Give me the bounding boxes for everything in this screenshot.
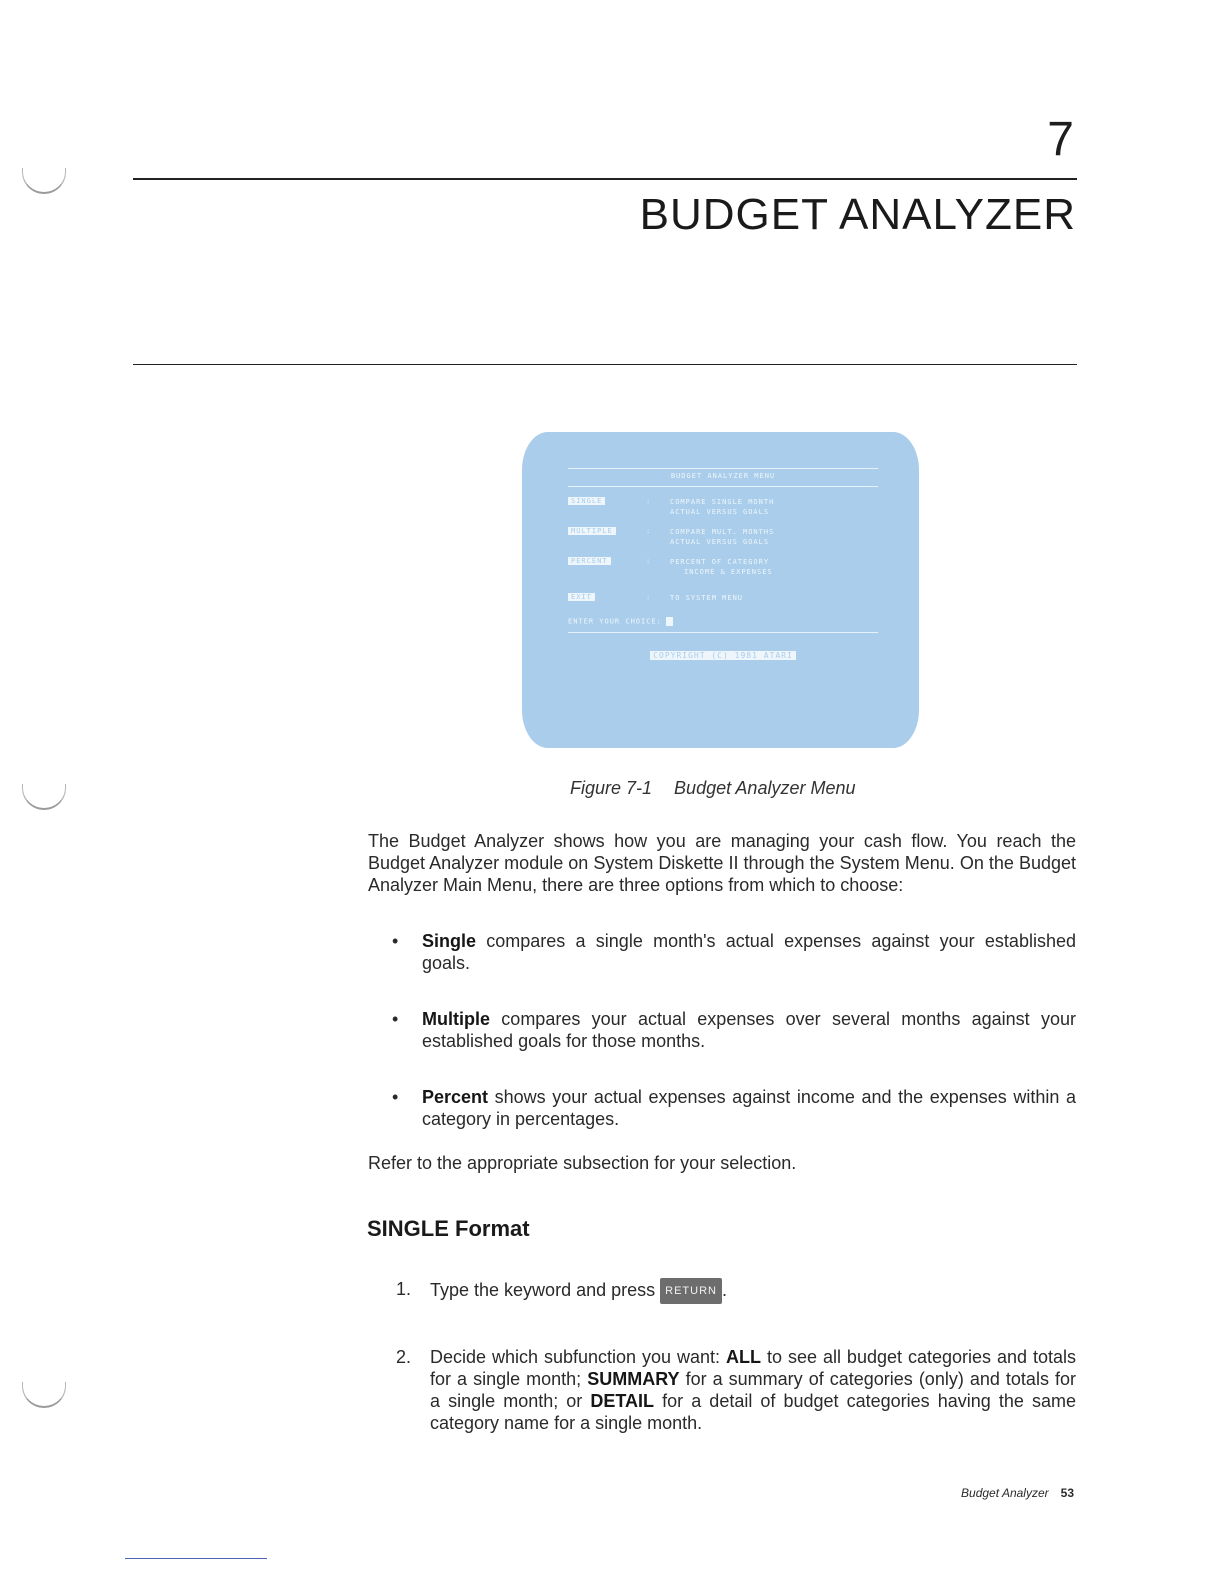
bullet-text: compares a single month's actual expenses against your established goals.	[422, 931, 1076, 973]
screen-option-exit	[568, 593, 878, 603]
screen-option-key: SINGLE	[568, 497, 605, 505]
bullet-text: shows your actual expenses against income and the expenses within a category in percentages.	[422, 1087, 1076, 1129]
intro-paragraph: The Budget Analyzer shows how you are managing your cash flow. You reach the Budget Analyzer module on System Diskette II through the System Menu. On the Budget Analyzer Main Menu, there are three options from which to choose:	[368, 831, 1076, 895]
chapter-title: BUDGET ANALYZER	[639, 190, 1076, 239]
screen-figure	[522, 432, 919, 748]
screen-option-desc: ACTUAL VERSUS GOALS	[670, 538, 770, 546]
screen-option-key: EXIT	[568, 593, 595, 601]
figure-caption	[570, 778, 856, 799]
cursor-icon	[666, 617, 673, 626]
step-text: for a detail of budget categories having the same category name for a single month.	[430, 1391, 1076, 1433]
screen-colon: :	[646, 557, 652, 565]
screen-option-single	[568, 497, 878, 517]
figure-number: Figure 7-1	[570, 778, 653, 798]
screen-rule	[568, 486, 878, 487]
chapter-rule-top	[133, 178, 1077, 180]
screen-option-multiple	[568, 527, 878, 547]
bullet-term: Single	[422, 931, 477, 951]
bullet-term: Percent	[422, 1087, 489, 1107]
refer-paragraph: Refer to the appropriate subsection for your selection.	[368, 1153, 797, 1173]
screen-option-key: PERCENT	[568, 557, 611, 565]
bullet-icon: •	[392, 1087, 399, 1107]
step-keyword: SUMMARY	[587, 1369, 680, 1389]
screen-option-desc: ACTUAL VERSUS GOALS	[670, 508, 770, 516]
step-text: for a summary of categories (only) and totals for a single month; or	[430, 1369, 1076, 1411]
screen-rule	[568, 468, 878, 469]
bottom-line	[125, 1558, 267, 1559]
screen-content	[568, 468, 878, 660]
page-number: 53	[1060, 1486, 1074, 1500]
screen-option-desc: INCOME & EXPENSES	[684, 568, 773, 576]
step-number: 1.	[396, 1279, 412, 1299]
screen-option-percent	[568, 557, 878, 577]
binder-hole-middle	[22, 784, 66, 810]
screen-colon: :	[646, 593, 652, 601]
chapter-number: 7	[1047, 113, 1074, 166]
step-text: Decide which subfunction you want:	[430, 1347, 727, 1367]
screen-option-desc: COMPARE MULT. MONTHS	[670, 528, 775, 536]
screen-menu-title: BUDGET ANALYZER MENU	[670, 472, 776, 480]
step-item	[396, 1278, 1076, 1304]
footer-title: Budget Analyzer	[961, 1486, 1049, 1500]
step-number: 2.	[396, 1347, 412, 1367]
screen-prompt	[568, 617, 878, 626]
step-text-end: .	[721, 1279, 727, 1300]
screen-option-key: MULTIPLE	[568, 527, 616, 535]
screen-option-desc: PERCENT OF CATEGORY	[670, 558, 770, 566]
bullet-item	[392, 1008, 1076, 1052]
return-key-icon: RETURN	[660, 1278, 722, 1304]
bullet-term: Multiple	[422, 1009, 490, 1029]
bullet-icon: •	[392, 931, 399, 951]
page-footer	[961, 1486, 1074, 1500]
screen-copyright-text: COPYRIGHT (C) 1981 ATARI	[650, 651, 796, 660]
bullet-item	[392, 930, 1076, 974]
step-item	[396, 1346, 1076, 1434]
screen-colon: :	[646, 527, 652, 535]
figure-title: Budget Analyzer Menu	[674, 778, 856, 798]
bullet-text: compares your actual expenses over several months against your established goals for those months.	[422, 1009, 1076, 1051]
step-keyword: ALL	[726, 1347, 762, 1367]
step-keyword: DETAIL	[590, 1391, 655, 1411]
screen-option-desc: COMPARE SINGLE MONTH	[670, 498, 775, 506]
step-text: to see all budget categories and totals for a single month;	[430, 1347, 1076, 1389]
binder-hole-bottom	[22, 1382, 66, 1408]
screen-option-desc: TO SYSTEM MENU	[670, 594, 744, 602]
step-text: Type the keyword and press	[430, 1279, 661, 1300]
screen-copyright	[568, 651, 878, 660]
screen-prompt-text: ENTER YOUR CHOICE:	[568, 617, 662, 626]
screen-colon: :	[646, 497, 652, 505]
chapter-rule-bottom	[133, 364, 1077, 365]
screen-rule	[568, 632, 878, 633]
section-heading: SINGLE Format	[367, 1216, 530, 1241]
bullet-icon: •	[392, 1009, 399, 1029]
binder-hole-top	[22, 168, 66, 194]
bullet-item	[392, 1086, 1076, 1130]
